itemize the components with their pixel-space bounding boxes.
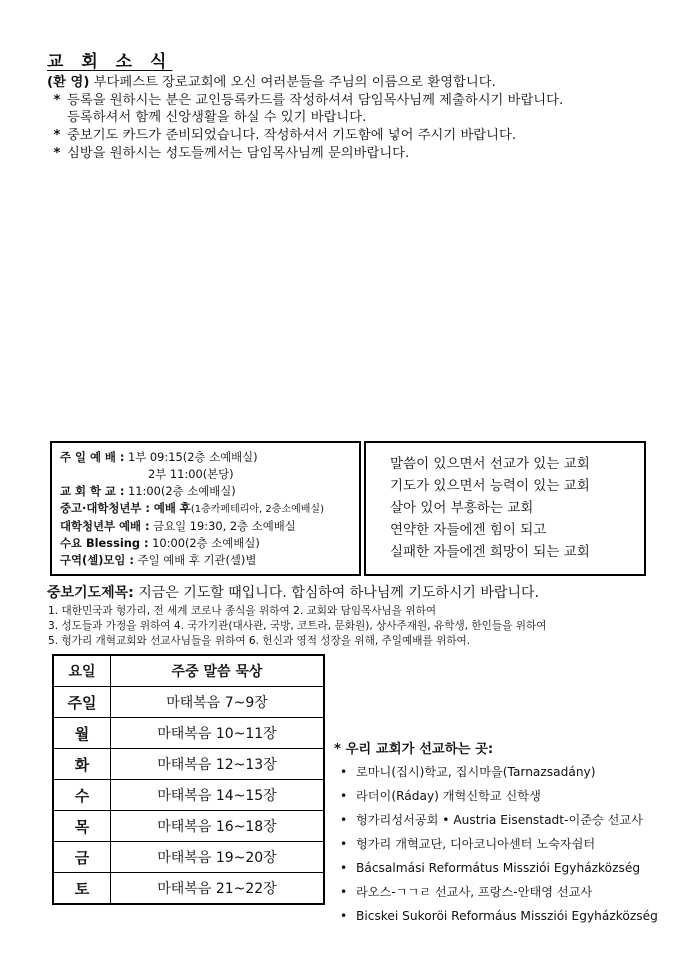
reading-passage: 마태복음 21~22장 — [111, 873, 325, 905]
list-item — [340, 808, 658, 832]
list-item — [340, 904, 658, 928]
sunday-first: 1부 09:15(2층 소예배실) — [124, 450, 258, 464]
cell-text: 주일 예배 후 기관(셀)별 — [133, 553, 257, 567]
reading-day: 금 — [53, 842, 111, 873]
list-item — [340, 832, 658, 856]
reading-day: 월 — [53, 718, 111, 749]
motto-line: 연약한 자들에겐 힘이 되고 — [390, 522, 547, 538]
notice-item — [47, 127, 687, 144]
list-item — [340, 784, 658, 808]
table-row — [53, 780, 324, 811]
notice-text: 심방을 원하시는 성도들께서는 담임목사님께 문의바랍니다. — [67, 146, 410, 161]
reading-day: 주일 — [53, 687, 111, 718]
notice-bullet: * — [53, 146, 61, 161]
page-title: 교 회 소 식 — [47, 52, 173, 72]
weekly-reading-table — [52, 654, 325, 905]
mission-text: Bácsalmási Református Missziói Egyházközség — [356, 861, 641, 875]
reading-day: 토 — [53, 873, 111, 905]
table-row — [53, 687, 324, 718]
motto-line: 실패한 자들에겐 희망이 되는 교회 — [390, 544, 590, 560]
sunday-second: 2부 11:00(본당) — [148, 467, 234, 481]
notice-item — [47, 145, 687, 162]
reading-day: 화 — [53, 749, 111, 780]
mission-text: Bicskei Sukoröi Reformáus Missziói Egyházközség — [356, 909, 658, 923]
notice-bullet: * — [53, 128, 61, 143]
school-label: 교 회 학 교 : — [60, 484, 125, 498]
mission-text: 라오스-ㄱㄱㄹ 선교사, 프랑스-안태영 선교사 — [356, 885, 593, 899]
prayer-item: 5. 헝가리 개혁교회와 선교사님들을 위하여 6. 헌신과 영적 성장을 위해, 주일예배를 위하여. — [48, 635, 471, 647]
motto-line: 기도가 있으면서 능력이 있는 교회 — [390, 478, 590, 494]
table-row — [53, 811, 324, 842]
bullet-icon: • — [340, 765, 348, 779]
welcome-line — [47, 74, 687, 91]
reading-passage: 마태복음 19~20장 — [111, 842, 325, 873]
table-header-row — [53, 655, 324, 687]
prayer-item: 1. 대한민국과 헝가리, 전 세계 코로나 종식을 위하여 2. 교회와 담임목사님을 위하여 — [48, 605, 437, 617]
table-row — [53, 718, 324, 749]
mission-list — [340, 760, 658, 928]
church-motto-box — [364, 441, 646, 576]
bullet-icon: • — [340, 837, 348, 851]
prayer-text: 지금은 기도할 때입니다. 합심하여 하나님께 기도하시기 바랍니다. — [133, 585, 539, 601]
motto-line: 살아 있어 부흥하는 교회 — [390, 500, 534, 516]
college-text: 금요일 19:30, 2층 소예배실 — [149, 519, 296, 533]
bullet-icon: • — [340, 813, 348, 827]
list-item — [340, 856, 658, 880]
mission-text: 헝가리 개혁교단, 디아코니아센터 노숙자쉼터 — [356, 837, 596, 851]
table-row — [53, 842, 324, 873]
service-times-box — [50, 441, 361, 576]
reading-day: 목 — [53, 811, 111, 842]
bullet-icon: • — [340, 861, 348, 875]
header-day: 요일 — [53, 655, 111, 687]
header-passage: 주중 말씀 묵상 — [111, 655, 325, 687]
bullet-icon: • — [340, 885, 348, 899]
college-label: 대학청년부 예배 : — [60, 519, 150, 533]
mission-text: 라더이(Ráday) 개혁신학교 신학생 — [356, 789, 541, 803]
reading-day: 수 — [53, 780, 111, 811]
notice-text: 중보기도 카드가 준비되었습니다. 작성하셔서 기도함에 넣어 주시기 바랍니다. — [67, 128, 517, 143]
mission-text: 헝가리성서공회 • Austria Eisenstadt-이준승 선교사 — [356, 813, 643, 827]
wednesday-text: 10:00(2층 소예배실) — [148, 536, 260, 550]
sunday-label: 주 일 예 배 : — [60, 450, 125, 464]
wednesday-label: 수요 Blessing : — [60, 536, 149, 550]
list-item — [340, 880, 658, 904]
bullet-icon: • — [340, 789, 348, 803]
welcome-text: 부다페스트 장로교회에 오신 여러분들을 주님의 이름으로 환영합니다. — [89, 75, 496, 90]
reading-passage: 마태복음 16~18장 — [111, 811, 325, 842]
reading-passage: 마태복음 14~15장 — [111, 780, 325, 811]
notice-item — [47, 92, 687, 109]
list-item — [340, 760, 658, 784]
mission-heading: * 우리 교회가 선교하는 곳: — [334, 742, 494, 757]
bullet-icon: • — [340, 909, 348, 923]
prayer-item: 3. 성도들과 가정을 위하여 4. 국가기관(대사관, 국방, 코트라, 문화원), 상사주재원, 유학생, 한인들을 위하여 — [48, 620, 547, 632]
youth-label: 중고·대학청년부 : 예배 후 — [60, 501, 191, 515]
school-text: 11:00(2층 소예배실) — [124, 484, 236, 498]
notice-item — [47, 109, 687, 126]
table-row — [53, 749, 324, 780]
youth-text: (1층카페테리아, 2층소예배실) — [190, 504, 324, 515]
notice-text: 등록을 원하시는 분은 교인등록카드를 작성하셔셔 담임목사님께 제출하시기 바랍니다. — [67, 93, 564, 108]
prayer-label: 중보기도제목: — [47, 585, 134, 601]
prayer-heading — [47, 582, 539, 602]
notice-bullet: * — [53, 93, 61, 108]
motto-line: 말씀이 있으면서 선교가 있는 교회 — [390, 456, 590, 472]
reading-passage: 마태복음 10~11장 — [111, 718, 325, 749]
mission-text: 로마니(집시)학교, 집시마을(Tarnazsadány) — [356, 765, 596, 779]
reading-passage: 마태복음 7~9장 — [111, 687, 325, 718]
notice-text: 등록하셔서 함께 신앙생활을 하실 수 있기 바랍니다. — [67, 110, 367, 125]
reading-passage: 마태복음 12~13장 — [111, 749, 325, 780]
welcome-label: (환 영) — [47, 75, 90, 90]
table-row — [53, 873, 324, 905]
cell-label: 구역(셀)모임 : — [60, 553, 134, 567]
